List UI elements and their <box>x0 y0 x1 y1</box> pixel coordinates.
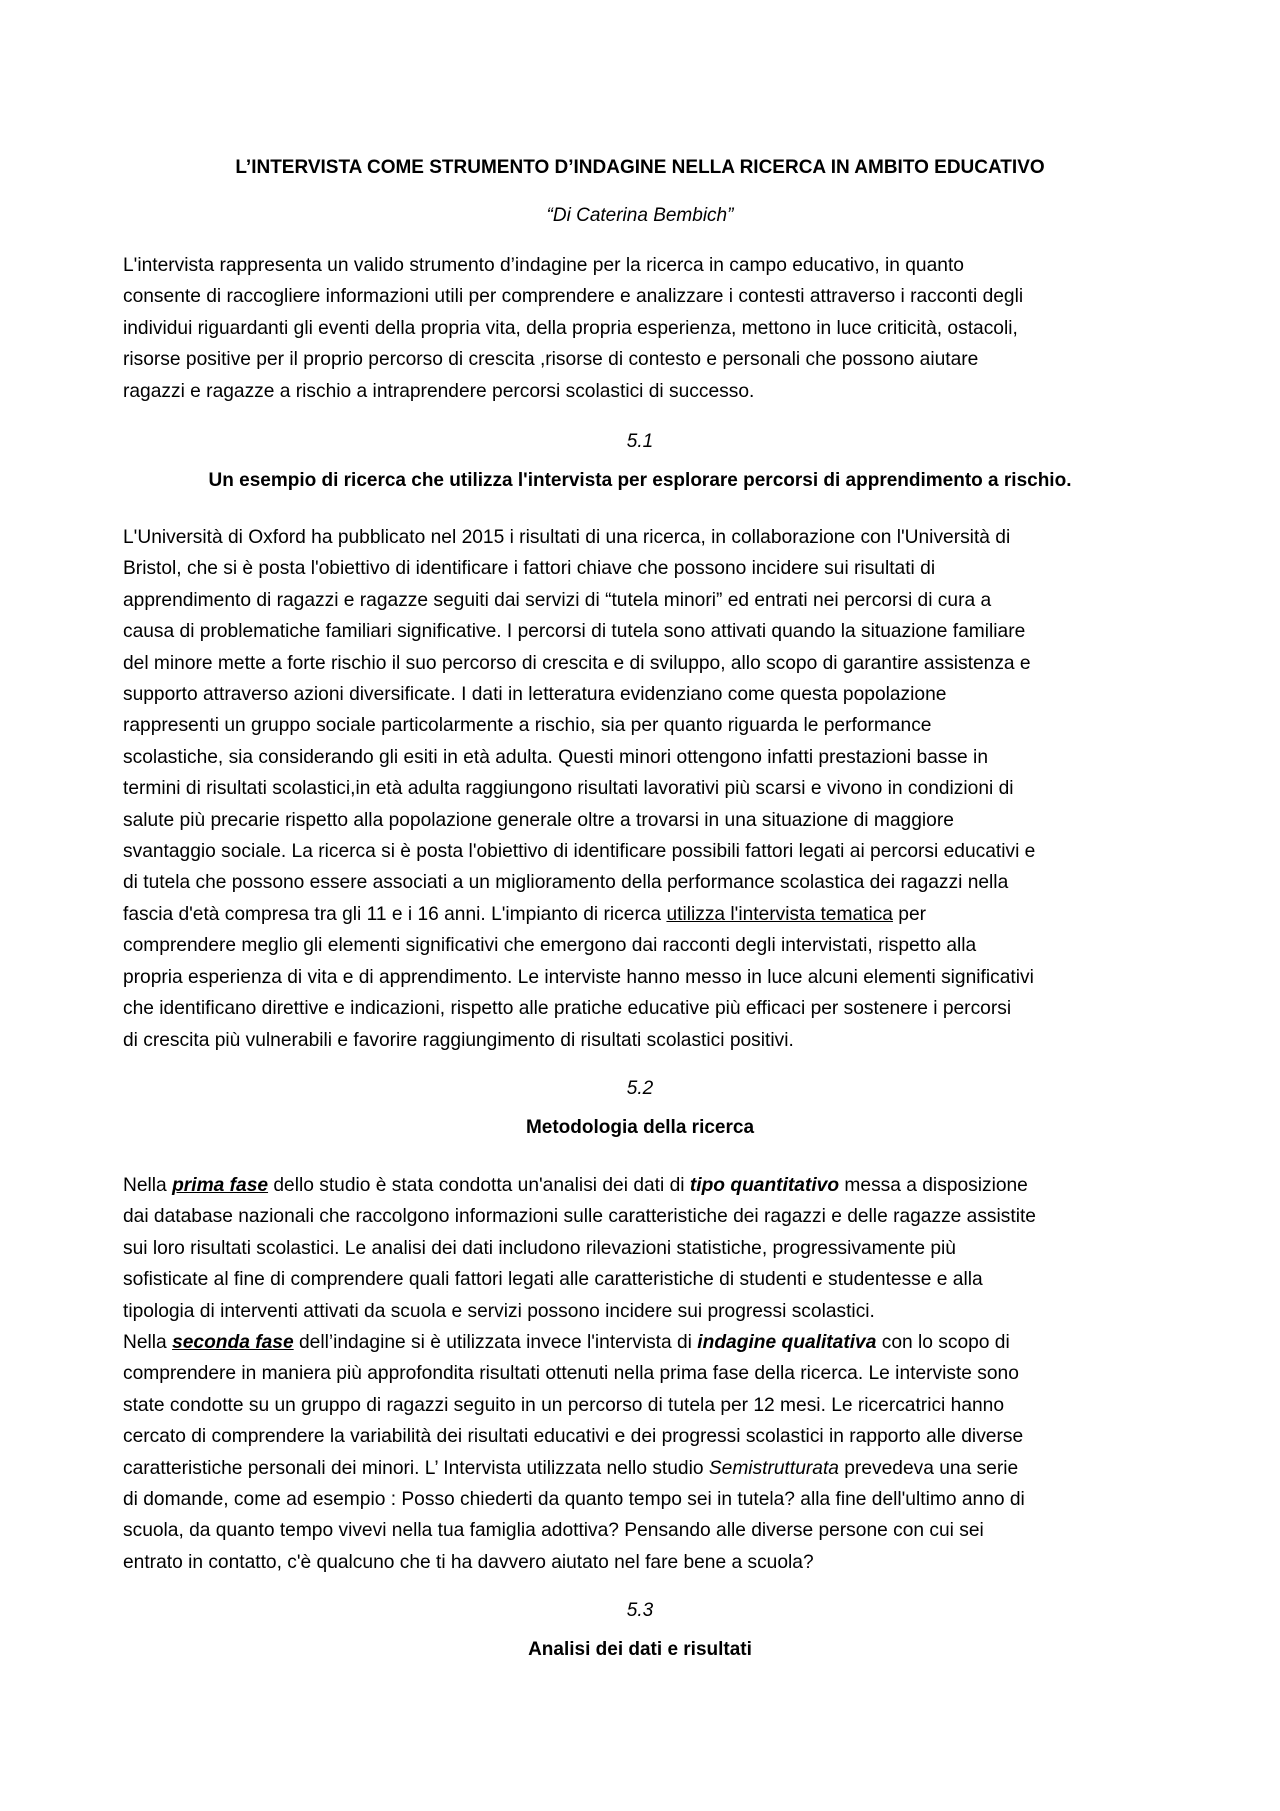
paragraph-line: svantaggio sociale. La ricerca si è posta l'obiettivo di identificare possibili fattori legati ai percorsi educativi e <box>123 841 1036 863</box>
section-heading: Un esempio di ricerca che utilizza l'intervista per esplorare percorsi di apprendimento a rischio. <box>208 470 1072 491</box>
paragraph-line: sui loro risultati scolastici. Le analisi dei dati includono rilevazioni statistiche, progressivamente più <box>123 1237 956 1259</box>
emphasis-phrase: Semistrutturata <box>708 1457 839 1479</box>
section-heading: Metodologia della ricerca <box>525 1117 755 1138</box>
section-number: 5.3 <box>626 1600 654 1621</box>
paragraph-line: termini di risultati scolastici,in età adulta raggiungono risultati lavorativi più scarsi e vivono in condizioni di <box>123 778 1014 800</box>
text-run: fascia d'età compresa tra gli 11 e i 16 anni. L'impianto di ricerca <box>123 903 667 925</box>
paragraph-line: cercato di comprendere la variabilità dei risultati educativi e dei progressi scolastici in rapporto alle diverse <box>123 1426 1024 1448</box>
paragraph-line: L'intervista rappresenta un valido strumento d’indagine per la ricerca in campo educativo, in quanto <box>123 255 964 276</box>
paragraph-line <box>123 1327 1175 1358</box>
paragraph-line: L'Università di Oxford ha pubblicato nel 2015 i risultati di una ricerca, in collaborazione con l'Università di <box>123 527 1011 548</box>
text-run: prevedeva una serie <box>838 1457 1019 1479</box>
paragraph-line: scuola, da quanto tempo vivevi nella tua famiglia adottiva? Pensando alle diverse persone con cui sei <box>123 1520 984 1542</box>
text-run: Nella <box>123 1332 173 1354</box>
paragraph-line <box>123 1170 1175 1201</box>
paragraph-line: rappresenti un gruppo sociale particolarmente a rischio, sia per quanto riguarda le performance <box>123 715 932 737</box>
paragraph-line: che identificano direttive e indicazioni, rispetto alle pratiche educative più efficaci per sostenere i percorsi <box>123 998 1012 1020</box>
paragraph-line: scolastiche, sia considerando gli esiti in età adulta. Questi minori ottengono infatti prestazioni basse in <box>123 746 988 768</box>
emphasis-phrase: indagine qualitativa <box>697 1332 877 1354</box>
emphasis-phrase: seconda fase <box>172 1332 294 1354</box>
text-run: con lo scopo di <box>876 1332 1010 1354</box>
section-heading: Analisi dei dati e risultati <box>528 1639 752 1660</box>
document-author: “Di Caterina Bembich” <box>546 205 734 226</box>
paragraph-line: di crescita più vulnerabili e favorire raggiungimento di risultati scolastici positivi. <box>123 1029 794 1051</box>
paragraph-line: comprendere meglio gli elementi significativi che emergono dai racconti degli intervistati, rispetto alla <box>123 935 977 957</box>
paragraph-line: di tutela che possono essere associati a un miglioramento della performance scolastica dei ragazzi nella <box>123 872 1009 894</box>
paragraph-line: tipologia di interventi attivati da scuola e servizi possono incidere sui progressi scolastici. <box>123 1300 875 1322</box>
paragraph-line: state condotte su un gruppo di ragazzi seguito in un percorso di tutela per 12 mesi. Le ricercatrici hanno <box>123 1394 1005 1416</box>
text-run: dell’indagine si è utilizzata invece l'intervista di <box>293 1332 698 1354</box>
section-5-2-paragraph <box>123 1170 1175 1578</box>
paragraph-line <box>123 1453 1175 1484</box>
paragraph-line: del minore mette a forte rischio il suo percorso di crescita e di sviluppo, allo scopo di garantire assistenza e <box>123 652 1031 674</box>
paragraph-line <box>123 899 1175 930</box>
paragraph-line: consente di raccogliere informazioni utili per comprendere e analizzare i contesti attraverso i racconti degli <box>123 286 1024 308</box>
section-5-3-header <box>0 1595 1280 1665</box>
paragraph-line: apprendimento di ragazzi e ragazze seguiti dai servizi di “tutela minori” ed entrati nei percorsi di cura a <box>123 589 992 611</box>
paragraph-line: supporto attraverso azioni diversificate. I dati in letteratura evidenziano come questa popolazione <box>123 684 947 706</box>
paragraph-line: risorse positive per il proprio percorso di crescita ,risorse di contesto e personali che possono aiutare <box>123 349 979 371</box>
document-title: L’INTERVISTA COME STRUMENTO D’INDAGINE NELLA RICERCA IN AMBITO EDUCATIVO <box>235 157 1045 178</box>
text-run: caratteristiche personali dei minori. L’ Intervista utilizzata nello studio <box>123 1457 709 1479</box>
paragraph-line: Bristol, che si è posta l'obiettivo di identificare i fattori chiave che possono incidere sui risultati di <box>123 558 936 580</box>
emphasis-phrase: tipo quantitativo <box>689 1175 840 1196</box>
paragraph-line: comprendere in maniera più approfondita risultati ottenuti nella prima fase della ricerca. Le interviste sono <box>123 1363 1019 1385</box>
paragraph-line: entrato in contatto, c'è qualcuno che ti ha davvero aiutato nel fare bene a scuola? <box>123 1551 814 1573</box>
text-run: dello studio è stata condotta un'analisi dei dati di <box>268 1175 690 1196</box>
paragraph-line: salute più precarie rispetto alla popolazione generale oltre a trovarsi in una situazione di maggiore <box>123 809 954 831</box>
section-5-2-header <box>0 1073 1280 1143</box>
text-run: Nella <box>123 1175 173 1196</box>
paragraph-line: dai database nazionali che raccolgono informazioni sulle caratteristiche dei ragazzi e delle ragazze assistite <box>123 1206 1036 1228</box>
paragraph-line: propria esperienza di vita e di apprendimento. Le interviste hanno messo in luce alcuni elementi significativi <box>123 966 1034 988</box>
section-number: 5.2 <box>626 1078 654 1099</box>
paragraph-line: sofisticate al fine di comprendere quali fattori legati alle caratteristiche di studenti e studentesse e alla <box>123 1269 983 1291</box>
paragraph-line: individui riguardanti gli eventi della propria vita, della propria esperienza, mettono in luce criticità, ostacoli, <box>123 317 1018 339</box>
section-number: 5.1 <box>626 431 654 452</box>
underlined-phrase: utilizza l'intervista tematica <box>666 903 893 925</box>
paragraph-line: ragazzi e ragazze a rischio a intraprendere percorsi scolastici di successo. <box>123 380 755 402</box>
section-5-1-paragraph <box>123 522 1175 1056</box>
text-run: per <box>892 903 927 925</box>
emphasis-phrase: prima fase <box>172 1175 269 1196</box>
text-run: messa a disposizione <box>839 1175 1028 1196</box>
intro-paragraph <box>123 250 1175 407</box>
paragraph-line: causa di problematiche familiari significative. I percorsi di tutela sono attivati quando la situazione familiare <box>123 621 1026 643</box>
section-5-1-header <box>0 426 1280 496</box>
paragraph-line: di domande, come ad esempio : Posso chiederti da quanto tempo sei in tutela? alla fine dell'ultimo anno di <box>123 1489 1025 1511</box>
